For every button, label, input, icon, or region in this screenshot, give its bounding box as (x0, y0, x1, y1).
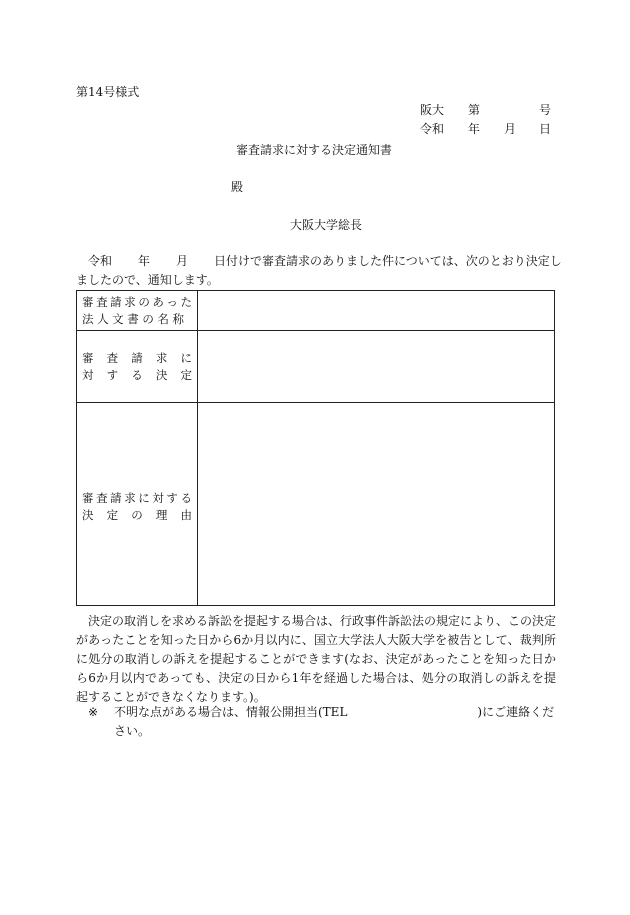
date-era: 令和 (420, 122, 445, 136)
form-number: 第14号様式 (76, 85, 140, 99)
intro-text-2: ましたので、通知します。 (76, 273, 219, 287)
sender: 大阪大学総長 (290, 218, 363, 232)
lawsuit-notice (76, 612, 556, 707)
date-month: 月 (504, 122, 517, 136)
document-name-cell[interactable] (198, 291, 554, 330)
table-label-decision: 審査請求に 対する決定 (82, 351, 192, 382)
date-year: 年 (468, 122, 481, 136)
reason-cell[interactable] (198, 403, 554, 605)
intro-year: 年 (138, 254, 151, 268)
note-text-2: )にご連絡ください。 (114, 705, 555, 738)
table-label-document-name: 審査請求のあった 法人文書の名称 (82, 295, 192, 326)
addressee-suffix: 殿 (231, 180, 244, 194)
table-label-reason: 審査請求に対する 決定の理由 (82, 491, 192, 522)
contact-note (88, 703, 556, 741)
document-title: 審査請求に対する決定通知書 (236, 143, 393, 157)
note-text-1: 不明な点がある場合は、情報公開担当(TEL (114, 705, 348, 719)
intro-era: 令和 (88, 254, 113, 268)
intro-paragraph (76, 252, 562, 290)
decision-table (76, 290, 555, 606)
reference-go: 号 (539, 103, 552, 117)
decision-cell[interactable] (198, 331, 554, 402)
reference-prefix: 阪大 (420, 103, 445, 117)
reference-dai: 第 (468, 103, 481, 117)
note-mark: ※ (88, 705, 99, 719)
lawsuit-notice-text: 決定の取消しを求める訴訟を提起する場合は、行政事件訴訟法の規定により、この決定があったことを知った日から6か月以内に、国立大学法人大阪大学を被告として、裁判所に処分の取消しの訴えを提起することができます(なお、決定があったことを知った日から6か月以内であっても、決定の日から1年を経過した場合は、処分の取消しの訴えを提起することができなくなります。)。 (76, 614, 557, 704)
intro-month: 月 (176, 254, 189, 268)
date-day: 日 (539, 122, 552, 136)
intro-text-1: 日付けで審査請求のありました件については、次のとおり決定し (214, 254, 562, 268)
